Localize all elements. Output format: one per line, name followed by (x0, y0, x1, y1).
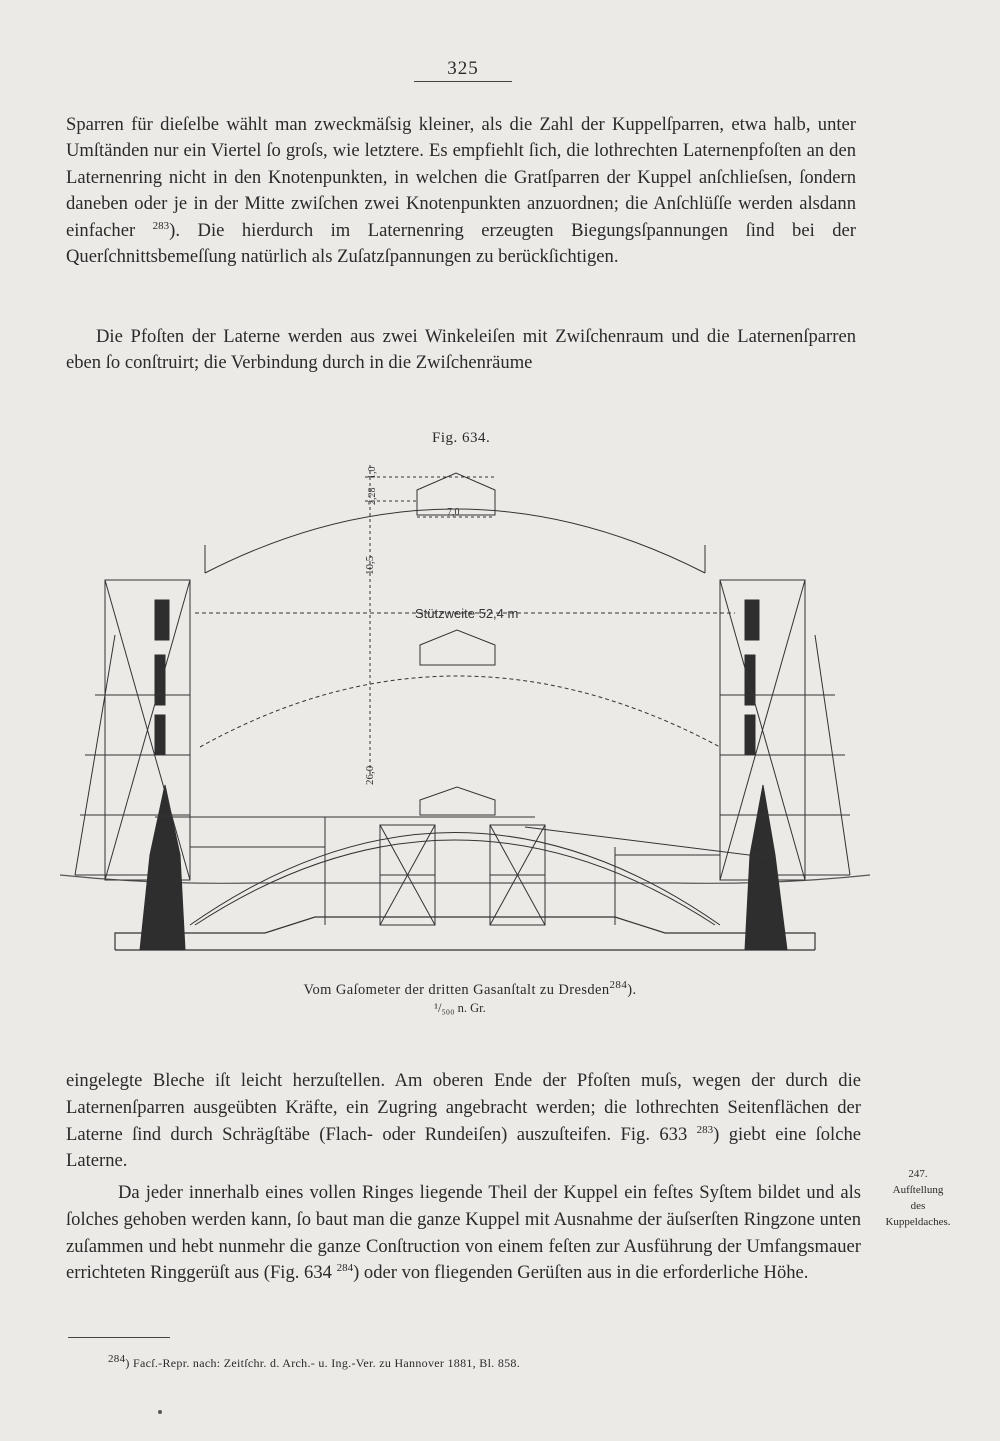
figure-label: Fig. 634. (432, 430, 491, 446)
paragraph-4-end: ) oder von fliegenden Gerüſten aus in die erforderliche Höhe. (353, 1262, 809, 1284)
lantern-width-dimension: 7,0 (447, 507, 460, 518)
figure-caption-ref: 284 (609, 979, 628, 992)
height-dimension: 26,0 (364, 765, 376, 785)
marginal-number: 247. (908, 1168, 928, 1180)
marginal-line-2: des (910, 1200, 926, 1212)
footnote-rule (68, 1337, 170, 1338)
top-dimension: 1,0 (367, 466, 378, 479)
paragraph-1 (66, 112, 856, 270)
page-number: 325 (414, 58, 512, 82)
footnote-text: ) Facſ.-Repr. nach: Zeitſchr. d. Arch.- u. Ing.-Ver. zu Hannover 1881, Bl. 858. (125, 1356, 521, 1370)
marginal-line-3: Kuppeldaches. (885, 1216, 951, 1228)
figure-caption-end: ). (627, 982, 637, 998)
marginal-line-1: Aufſtellung (892, 1184, 944, 1196)
paragraph-3-end: ) giebt eine ſolche Laterne. (66, 1123, 862, 1172)
paragraph-2: Die Pfoſten der Laterne werden aus zwei Winkeleiſen mit Zwiſchenraum und die Laternenſparren eben ſo conſtruirt; die Verbindung durch in die Zwiſchenräume (66, 326, 856, 374)
rise-dimension: 10,5 (364, 555, 376, 575)
paragraph-1-text: Sparren für dieſelbe wählt man zweckmäſsig kleiner, als die Zahl der Kuppelſparren, etwa halb, unter Umſtänden nur ein Viertel ſo groſs, wie letztere. Es empfiehlt ſich, die lothrechten Laternenpfoſten an den Laternenring nicht in den Knotenpunkten, in welchen die Gratſparren der Kuppel anſchlieſsen, ſondern daneben oder je in der Mitte zwiſchen zwei Knotenpunkten anzuordnen; die Anſchlüſſe werden alsdann einfacher (66, 114, 856, 241)
paragraph-1-end: ). Die hierdurch im Laternenring erzeugten Biegungsſpannungen ſind bei der Querſchnittsbemeſſung natürlich als Zuſatzſpannungen zu berückſichtigen. (66, 219, 856, 268)
paragraph-4 (66, 1180, 861, 1287)
paragraph-3 (66, 1068, 861, 1175)
span-dimension: Stützweite 52,4 m (415, 606, 519, 621)
footnote-ref-283: 283 (152, 219, 170, 232)
marginal-note (868, 1166, 968, 1230)
figure-scale: ¹/₅₀₀ n. Gr. (434, 1001, 486, 1015)
paragraph-3-text: eingelegte Bleche iſt leicht herzuſtellen. Am oberen Ende der Pfoſten muſs, wegen der durch die Laternenſparren ausgeübten Kräfte, ein Zugring angebracht werden; die lothrechten Seitenflächen der Laterne ſind durch Schrägſtäbe (Flach- oder Rundeiſen) auszuſteifen. Fig. 633 (66, 1070, 861, 1145)
footnote-ref-284: 284 (336, 1262, 354, 1275)
paragraph-4-text: Da jeder innerhalb eines vollen Ringes liegende Theil der Kuppel ein feſtes Syſtem bildet und als ſolches gehoben werden kann, ſo baut man die ganze Kuppel mit Ausnahme der äuſserſten Ringzone unten zuſammen und hebt nunmehr die ganze Conſtruction von einem feſten zur Ausführung der Umfangsmauer errichteten Ringgerüſt aus (Fig. 634 (66, 1182, 861, 1284)
figure-caption-text: Vom Gaſometer der dritten Gasanſtalt zu Dresden (303, 982, 610, 998)
footnote (108, 1353, 758, 1371)
lantern-height-dimension: 2,28 (367, 487, 378, 505)
footnote-number: 284 (108, 1353, 126, 1365)
figure-634-drawing (55, 455, 875, 975)
figure-caption (200, 979, 740, 999)
print-speck (158, 1410, 162, 1414)
footnote-ref-283-b: 283 (696, 1123, 714, 1136)
